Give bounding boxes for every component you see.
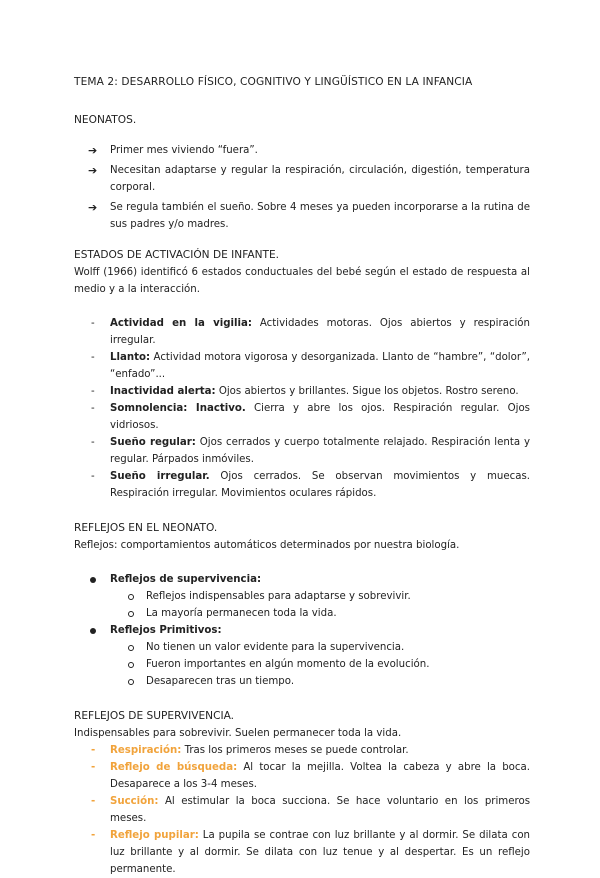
list-item: - Succión: Al estimular la boca succiona. Se hace voluntario en los primeros meses.: [91, 796, 530, 824]
list-item: ➔ Se regula también el sueño. Sobre 4 meses ya pueden incorporarse a la rutina de sus padres y/o madres.: [88, 201, 530, 230]
section-heading-reflejos: REFLEJOS EN EL NEONATO.: [74, 522, 218, 534]
supervivencia-intro: Indispensables para sobrevivir. Suelen permanecer toda la vida.: [74, 728, 402, 739]
bullet-circle-icon: [128, 594, 134, 600]
section-heading-supervivencia: REFLEJOS DE SUPERVIVENCIA.: [74, 710, 235, 722]
bullet-circle-icon: [128, 611, 134, 617]
sub-list: [74, 639, 530, 690]
bullet-circle-icon: [128, 645, 134, 651]
arrow-bullet-icon: ➔: [88, 201, 98, 214]
section-heading-neonatos: NEONATOS.: [74, 114, 137, 126]
document-page: [74, 74, 530, 878]
reflejos-list: [74, 571, 530, 690]
sub-list-item: No tienen un valor evidente para la supervivencia.: [74, 639, 530, 656]
list-item: - Llanto: Actividad motora vigorosa y desorganizada. Llanto de “hambre”, “dolor”, “enfado”...: [91, 352, 530, 380]
reflejos-intro: Reflejos: comportamientos automáticos determinados por nuestra biología.: [74, 540, 460, 551]
supervivencia-list: [74, 742, 530, 878]
arrow-bullet-icon: ➔: [88, 164, 98, 177]
bullet-circle-icon: [128, 662, 134, 668]
estados-list: [74, 315, 530, 502]
list-item: - Sueño regular: Ojos cerrados y cuerpo totalmente relajado. Respiración lenta y regular. Párpados inmóviles.: [91, 437, 530, 465]
list-item: Reflejos Primitivos: No tienen un valor evidente para la supervivencia. Fueron importantes en algún momento de la evolución. Desaparecen tras un tiempo.: [74, 622, 530, 690]
document-title: TEMA 2: DESARROLLO FÍSICO, COGNITIVO Y LINGÜÍSTICO EN LA INFANCIA: [74, 76, 473, 88]
list-item: - Actividad en la vigilia: Actividades motoras. Ojos abiertos y respiración irregular.: [91, 318, 530, 346]
list-item: - Somnolencia: Inactivo. Cierra y abre los ojos. Respiración regular. Ojos vidriosos.: [91, 403, 530, 431]
list-item: - Sueño irregular. Ojos cerrados. Se observan movimientos y muecas. Respiración irregular. Movimientos oculares rápidos.: [91, 471, 530, 499]
list-item: ➔ Necesitan adaptarse y regular la respiración, circulación, digestión, temperatura corporal.: [88, 164, 530, 193]
list-item: - Reflejo pupilar: La pupila se contrae con luz brillante y al dormir. Se dilata con luz brillante y al dormir. Se dilata con luz tenue y al despertar. Es un reflejo permanente.: [91, 830, 531, 875]
sub-list-item: Reflejos indispensables para adaptarse y sobrevivir.: [74, 588, 530, 605]
arrow-bullet-icon: ➔: [88, 144, 98, 157]
list-item: - Reflejo de búsqueda: Al tocar la mejilla. Voltea la cabeza y abre la boca. Desaparece a los 3-4 meses.: [91, 762, 530, 790]
sub-list: [74, 588, 530, 622]
bullet-dot-icon: [90, 577, 96, 583]
sub-list-item: La mayoría permanecen toda la vida.: [74, 605, 530, 622]
list-item: Reflejos de supervivencia: Reflejos indispensables para adaptarse y sobrevivir. La mayoría permanecen toda la vida.: [74, 571, 530, 622]
bullet-dot-icon: [90, 628, 96, 634]
sub-list-item: Desaparecen tras un tiempo.: [74, 673, 530, 690]
list-item: - Respiración: Tras los primeros meses se puede controlar.: [91, 745, 409, 756]
bullet-circle-icon: [128, 679, 134, 685]
section-heading-estados: ESTADOS DE ACTIVACIÓN DE INFANTE.: [74, 249, 280, 261]
neonatos-list: [74, 142, 530, 233]
list-item: ➔ Primer mes viviendo “fuera”.: [88, 144, 258, 157]
estados-intro: Wolff (1966) identificó 6 estados conductuales del bebé según el estado de respuesta al medio y a la interacción.: [74, 267, 530, 295]
list-item: - Inactividad alerta: Ojos abiertos y brillantes. Sigue los objetos. Rostro sereno.: [91, 386, 519, 397]
sub-list-item: Fueron importantes en algún momento de la evolución.: [74, 656, 530, 673]
